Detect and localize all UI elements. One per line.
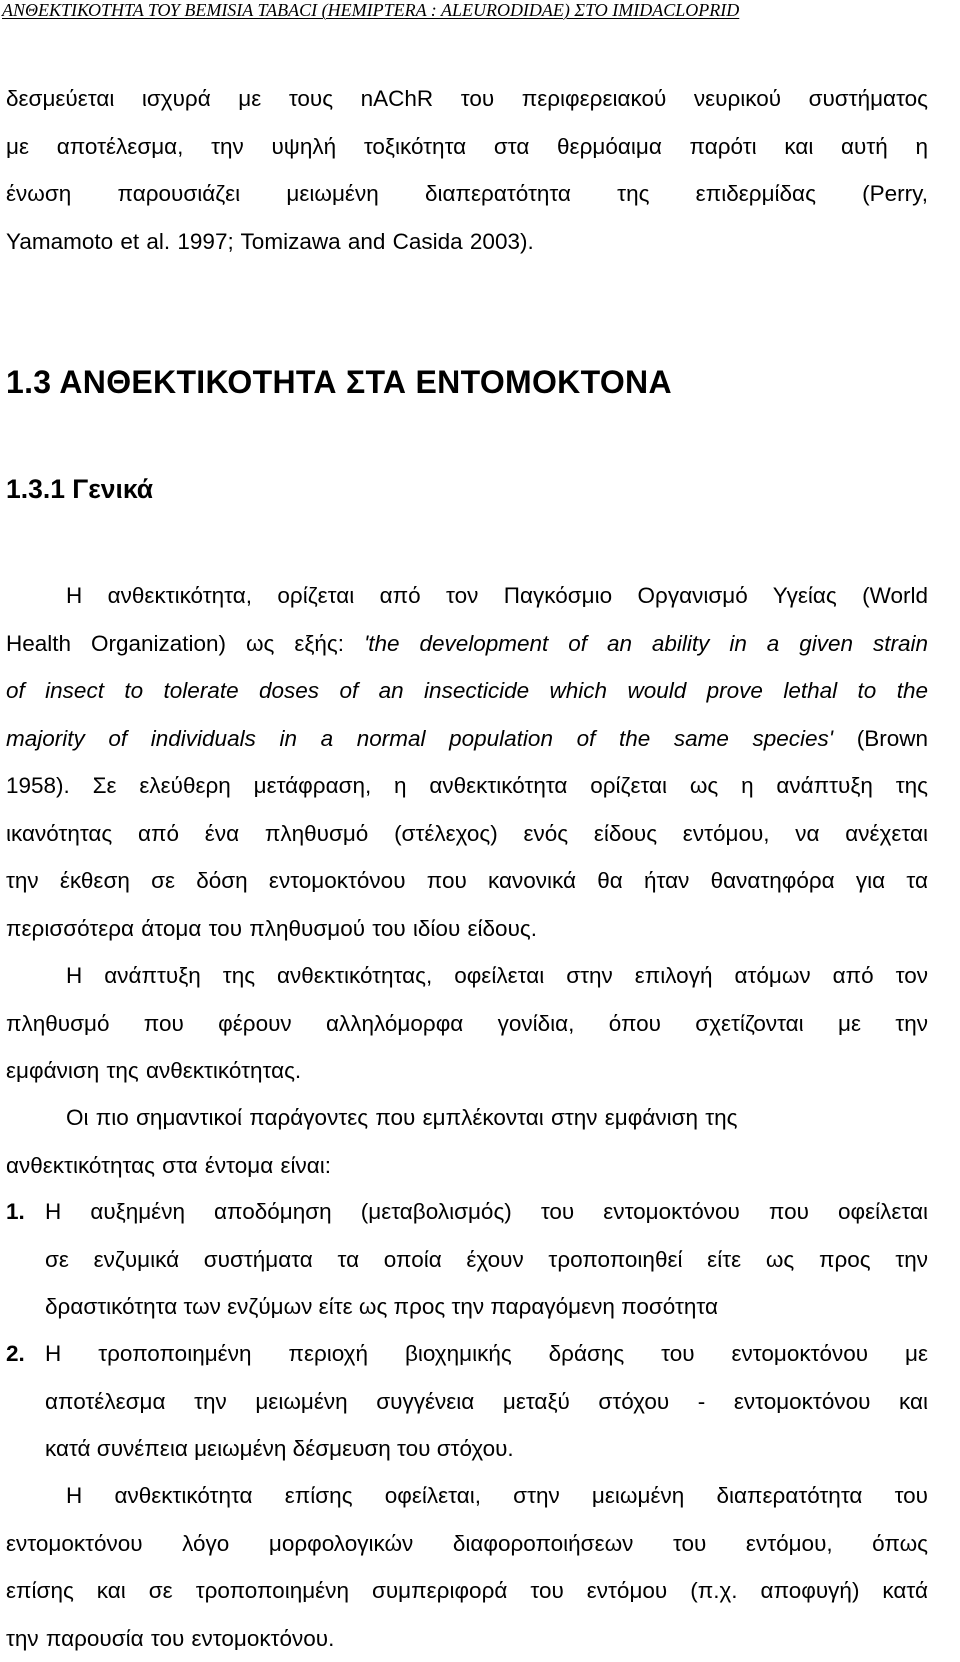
paragraph-2-line-4-citation: (Brown xyxy=(833,726,928,751)
paragraph-2-line-3: of insect to tolerate doses of an insecticide which would prove lethal to the xyxy=(6,667,928,715)
paragraph-5-line-2: εντομοκτόνου λόγο μορφολογικών διαφοροποιήσεων του εντόμου, όπως xyxy=(6,1520,928,1568)
paragraph-2-line-8: περισσότερα άτομα του πληθυσμού του ιδίου είδους. xyxy=(6,905,928,953)
paragraph-4 xyxy=(6,1094,928,1189)
list-item-1-line-3: δραστικότητα των ενζύμων είτε ως προς την παραγόμενη ποσότητα xyxy=(45,1283,928,1331)
paragraph-5-line-1-text: Η ανθεκτικότητα επίσης οφείλεται, στην μειωμένη διαπερατότητα του xyxy=(66,1483,928,1508)
paragraph-3 xyxy=(6,952,928,1095)
paragraph-2-line-7: την έκθεση σε δόση εντομοκτόνου που κανονικά θα ήταν θανατηφόρα για τα xyxy=(6,857,928,905)
paragraph-1-line-3: ένωση παρουσιάζει μειωμένη διαπερατότητα της επιδερμίδας (Perry, xyxy=(6,170,928,218)
paragraph-1-line-2: με αποτέλεσμα, την υψηλή τοξικότητα στα θερμόαιμα παρότι και αυτή η xyxy=(6,123,928,171)
paragraph-4-line-1-text: Οι πιο σημαντικοί παράγοντες που εμπλέκονται στην εμφάνιση της xyxy=(66,1105,738,1130)
paragraph-1-line-1: δεσμεύεται ισχυρά με τους nAChR του περιφερειακού νευρικού συστήματος xyxy=(6,75,928,123)
list-item-2-line-3: κατά συνέπεια μειωμένη δέσμευση του στόχου. xyxy=(45,1425,928,1473)
paragraph-2-line-6: ικανότητας από ένα πληθυσμό (στέλεχος) ενός είδους εντόμου, να ανέχεται xyxy=(6,810,928,858)
paragraph-4-line-2: ανθεκτικότητας στα έντομα είναι: xyxy=(6,1142,928,1190)
paragraph-5 xyxy=(6,1472,928,1662)
paragraph-2-line-2-plain: Health Organization) ως εξής: xyxy=(6,631,364,656)
paragraph-2-line-4-quote: majority of individuals in a normal population of the same species' xyxy=(6,726,833,751)
paragraph-5-line-3: επίσης και σε τροποποιημένη συμπεριφορά του εντόμου (π.χ. αποφυγή) κατά xyxy=(6,1567,928,1615)
list-item-1-line-2: σε ενζυμικά συστήματα τα οποία έχουν τροποποιηθεί είτε ως προς την xyxy=(45,1236,928,1284)
paragraph-5-line-4: την παρουσία του εντομοκτόνου. xyxy=(6,1615,928,1662)
paragraph-2 xyxy=(6,572,928,952)
list-item xyxy=(6,1188,928,1331)
list-item-number: 2. xyxy=(6,1330,25,1378)
paragraph-2-line-2 xyxy=(6,620,928,668)
paragraph-3-line-1 xyxy=(6,952,928,1000)
list-item-text xyxy=(45,1188,928,1331)
paragraph-2-line-5: 1958). Σε ελεύθερη μετάφραση, η ανθεκτικότητα ορίζεται ως η ανάπτυξη της xyxy=(6,762,928,810)
list-item-2-line-1: Η τροποποιημένη περιοχή βιοχημικής δράσης του εντομοκτόνου με xyxy=(45,1330,928,1378)
paragraph-3-line-2: πληθυσμό που φέρουν αλληλόμορφα γονίδια, όπου σχετίζονται με την xyxy=(6,1000,928,1048)
list-item-1-line-1: Η αυξημένη αποδόμηση (μεταβολισμός) του εντομοκτόνου που οφείλεται xyxy=(45,1188,928,1236)
paragraph-4-line-1 xyxy=(6,1094,928,1142)
paragraph-5-line-1 xyxy=(6,1472,928,1520)
paragraph-2-line-4 xyxy=(6,715,928,763)
list-item-2-line-2: αποτέλεσμα την μειωμένη συγγένεια μεταξύ στόχου - εντομοκτόνου και xyxy=(45,1378,928,1426)
paragraph-1-line-4: Yamamoto et al. 1997; Tomizawa and Casida 2003). xyxy=(6,218,928,266)
paragraph-3-line-1-text: Η ανάπτυξη της ανθεκτικότητας, οφείλεται στην επιλογή ατόμων από τον xyxy=(66,963,928,988)
paragraph-2-line-2-quote: 'the development of an ability in a given strain xyxy=(364,631,928,656)
running-header: ΑΝΘΕΚΤΙΚΟΤΗΤΑ ΤΟΥ BEMISIA TABACI (HEMIPTERA : ALEURODIDAE) ΣΤΟ IMIDACLOPRID xyxy=(2,0,942,20)
paragraph-3-line-3: εμφάνιση της ανθεκτικότητας. xyxy=(6,1047,928,1095)
list-item-number: 1. xyxy=(6,1188,25,1236)
paragraph-1 xyxy=(6,75,928,265)
paragraph-2-line-1 xyxy=(6,572,928,620)
list-item xyxy=(6,1330,928,1473)
section-heading: 1.3 ΑΝΘΕΚΤΙΚΟΤΗΤΑ ΣΤΑ ΕΝΤΟΜΟΚΤΟΝΑ xyxy=(6,362,672,402)
subsection-heading: 1.3.1 Γενικά xyxy=(6,472,153,506)
list-item-text xyxy=(45,1330,928,1473)
paragraph-2-line-1-text: Η ανθεκτικότητα, ορίζεται από τον Παγκόσμιο Οργανισμό Υγείας (World xyxy=(66,583,928,608)
